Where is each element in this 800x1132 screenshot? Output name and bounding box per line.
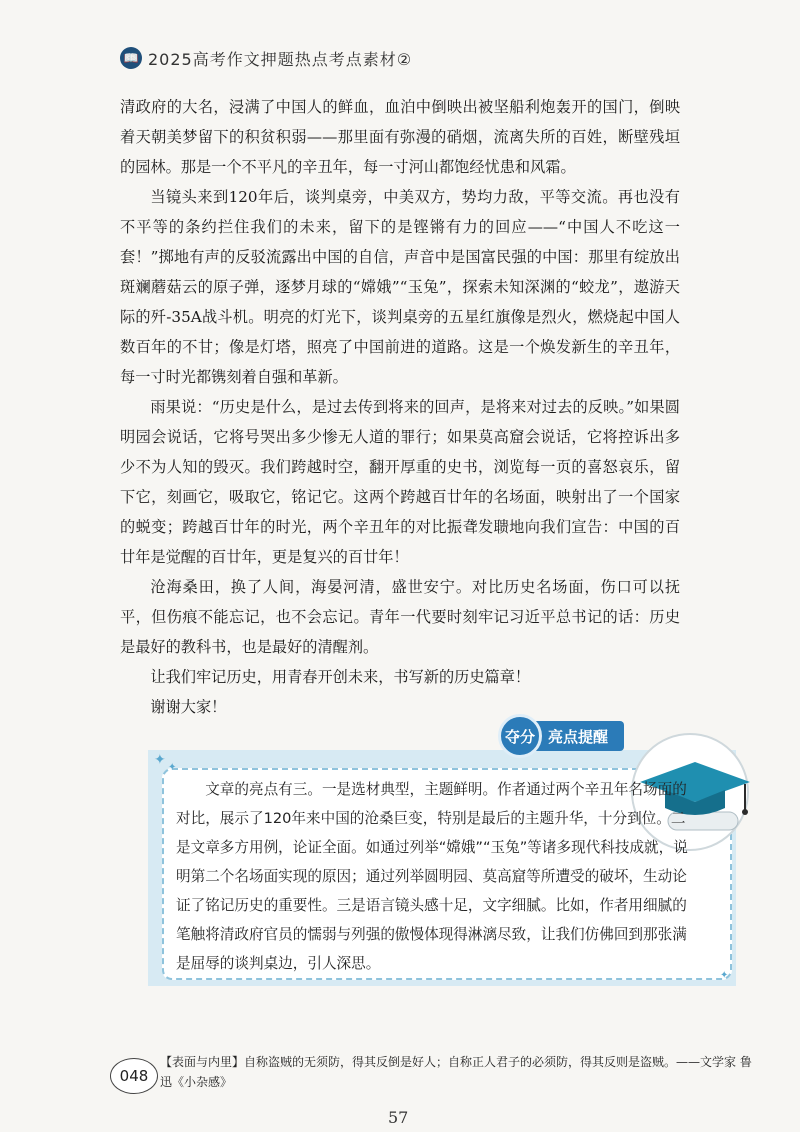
sparkle-icon: ✦ [154, 752, 166, 768]
book-icon: 📖 [120, 47, 142, 69]
paragraph-4: 沧海桑田，换了人间，海晏河清，盛世安宁。对比历史名场面，伤口可以抚平，但伤痕不能忘记，也不会忘记。青年一代要时刻牢记习近平总书记的话：历史是最好的教科书，也是最好的清醒剂。 [120, 578, 680, 656]
page-badge: 048 [110, 1058, 158, 1094]
paragraph-6: 谢谢大家！ [150, 698, 227, 716]
paragraph-3: 雨果说：“历史是什么，是过去传到将来的回声，是将来对过去的反映。”如果圆明园会说话，它将号哭出多少惨无人道的罪行；如果莫高窟会说话，它将控诉出多少不为人知的毁灭。我们跨越时空，翻开厚重的史书，浏览每一页的喜怒哀乐，留下它，刻画它，吸取它，铭记它。这两个跨越百廿年的名场面，映射出了一个国家的蜕变；跨越百廿年的时光，两个辛丑年的对比振聋发聩地向我们宣告：中国的百廿年是觉醒的百廿年，更是复兴的百廿年！ [120, 398, 680, 566]
article-body [120, 92, 680, 722]
highlight-text: 文章的亮点有三。一是选材典型，主题鲜明。作者通过两个辛丑年名场面的对比，展示了120年来中国的沧桑巨变，特别是最后的主题升华，十分到位。二是文章多方用例，论证全面。如通过列举“嫦娥”“玉兔”等诸多现代科技成就，说明第二个名场面实现的原因；通过列举圆明园、莫高窟等所遭受的破坏，生动论证了铭记历史的重要性。三是语言镜头感十足，文字细腻。比如，作者用细腻的笔触将清政府官员的懦弱与列强的傲慢体现得淋漓尽致，让我们仿佛回到那张满是屈辱的谈判桌边，引人深思。 [176, 781, 688, 972]
sparkle-icon: ✦ [720, 970, 729, 981]
paragraph-5: 让我们牢记历史，用青春开创未来，书写新的历史篇章！ [150, 668, 531, 686]
highlight-text-block [176, 775, 696, 978]
paragraph-2: 当镜头来到120年后，谈判桌旁，中美双方，势均力敌，平等交流。再也没有不平等的条约拦住我们的未来，留下的是铿锵有力的回应——“中国人不吃这一套！”掷地有声的反驳流露出中国的自信，声音中是国富民强的中国：那里有绽放出斑斓蘑菇云的原子弹，逐梦月球的“嫦娥”“玉兔”，探索未知深渊的“蛟龙”，遨游天际的歼-35A战斗机。明亮的灯光下，谈判桌旁的五星红旗像是烈火，燃烧起中国人数百年的不甘；像是灯塔，照亮了中国前进的道路。这是一个焕发新生的辛丑年，每一寸时光都镌刻着自强和革新。 [120, 188, 680, 386]
paragraph-1: 清政府的大名，浸满了中国人的鲜血，血泊中倒映出被坚船利炮轰开的国门，倒映着天朝美梦留下的积贫积弱——那里面有弥漫的硝烟，流离失所的百姓，断壁残垣的园林。那是一个不平凡的辛丑年，每一寸河山都饱经忧患和风霜。 [120, 98, 680, 176]
sparkle-icon: ✦ [168, 762, 177, 773]
footer-quote: 【表面与内里】自称盗贼的无须防，得其反倒是好人；自称正人君子的必须防，得其反则是盗贼。——文学家 鲁迅《小杂感》 [160, 1055, 752, 1089]
highlight-badge: 夺分 [498, 714, 542, 758]
page-header [120, 44, 412, 72]
bottom-page-number: 57 [388, 1108, 409, 1127]
header-title: 2025高考作文押题热点考点素材② [148, 49, 413, 69]
highlight-label: 亮点提醒 [534, 721, 624, 751]
